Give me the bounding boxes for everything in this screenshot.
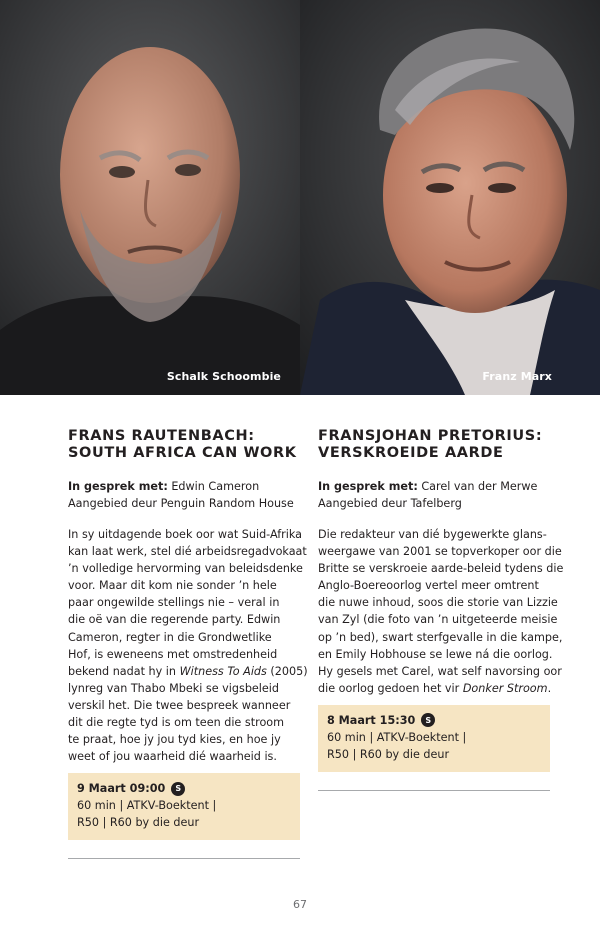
date-row: [327, 712, 541, 729]
book-title: Witness To Aids: [179, 664, 267, 678]
description-text: (2005): [266, 664, 308, 678]
description-line: Hof, is eweneens met omstredenheid: [68, 647, 278, 661]
portrait-photo-strip: [0, 0, 600, 395]
description-line: paar ongewilde stellings nie – veral in: [68, 596, 280, 610]
event-date-time: 8 Maart 15:30: [327, 713, 416, 727]
price-icon: S: [171, 782, 185, 796]
photo-caption: Schalk Schoombie: [166, 370, 281, 383]
divider: [68, 858, 300, 859]
description-text: die oorlog gedoen het vir: [318, 681, 463, 695]
description-line: die oë van die regerende party. Edwin: [68, 613, 281, 627]
portrait-photo-franz-marx: [300, 0, 600, 395]
date-row: [77, 780, 291, 797]
description-line: [68, 663, 308, 680]
event-date-time: 9 Maart 09:00: [77, 782, 166, 796]
portrait-illustration: [300, 0, 600, 395]
event-title-line: SOUTH AFRICA CAN WORK: [68, 445, 297, 461]
event-info-box: [68, 773, 300, 840]
description-line: dit die regte tyd is om teen die stroom: [68, 716, 285, 730]
duration-venue: 60 min | ATKV-Boektent |: [327, 730, 467, 744]
divider: [318, 790, 550, 791]
photo-caption: Franz Marx: [482, 370, 552, 383]
description-line: en Emily Hobhouse se lewe ná die oorlog.: [318, 647, 553, 661]
conversation-row: [318, 478, 550, 495]
duration-venue: 60 min | ATKV-Boektent |: [77, 799, 217, 813]
description-line: Hy gesels met Carel, wat self navorsing oor: [318, 664, 562, 678]
ticket-price: R50 | R60 by die deur: [327, 747, 450, 761]
description-line: te praat, hoe jy jou tyd kies, en hoe jy: [68, 733, 281, 747]
description-line: weet of jou waarheid dié waarheid is.: [68, 750, 277, 764]
presented-by: Aangebied deur Penguin Random House: [68, 497, 294, 510]
description-line: Die redakteur van dié bygewerkte glans-: [318, 528, 547, 541]
portrait-illustration: [0, 0, 300, 395]
event-meta: [68, 478, 300, 512]
description-text: bekend nadat hy in: [68, 664, 180, 678]
description-line: weergawe van 2001 se topverkoper oor die: [318, 545, 562, 559]
description-line: Cameron, regter in die Grondwetlike: [68, 630, 272, 644]
portrait-photo-schalk-schoombie: [0, 0, 300, 395]
event-info-box: [318, 705, 550, 772]
description-line: op ’n bed), swart sterfgevalle in die kampe,: [318, 630, 563, 644]
event-description: [318, 526, 564, 697]
price-icon: S: [421, 713, 435, 727]
conversation-name: Carel van der Merwe: [421, 480, 538, 493]
event-column-left: [68, 428, 308, 859]
description-line: Britte se verskroeie aarde-beleid tydens die: [318, 562, 564, 576]
conversation-row: [68, 478, 300, 495]
event-title-line: FRANS RAUTENBACH:: [68, 428, 255, 444]
conversation-label: In gesprek met:: [318, 480, 418, 493]
conversation-label: In gesprek met:: [68, 480, 168, 493]
event-title: [68, 428, 300, 462]
description-line: Anglo-Boereoorlog vertel meer omtrent: [318, 579, 539, 593]
event-title: [318, 428, 550, 462]
event-title-line: VERSKROEIDE AARDE: [318, 445, 504, 461]
description-line: die nuwe inhoud, soos die storie van Lizzie: [318, 596, 558, 610]
event-description: [68, 526, 308, 765]
ticket-price: R50 | R60 by die deur: [77, 816, 200, 830]
description-line: voor. Maar dit kom nie sonder ’n hele: [68, 579, 277, 593]
description-line: ’n volledige hervorming van beleidsdenke: [68, 562, 303, 576]
description-text: .: [547, 681, 552, 695]
conversation-name: Edwin Cameron: [171, 480, 260, 493]
event-title-line: FRANSJOHAN PRETORIUS:: [318, 428, 543, 444]
description-line: van Zyl (die foto van ’n uitgeteerde meisie: [318, 613, 558, 627]
description-line: lynreg van Thabo Mbeki se vigsbeleid: [68, 681, 280, 695]
description-line: verskil het. Die twee bespreek wanneer: [68, 698, 291, 712]
presented-by: Aangebied deur Tafelberg: [318, 497, 462, 510]
book-title: Donker Stroom: [462, 681, 548, 695]
event-meta: [318, 478, 550, 512]
description-line: In sy uitdagende boek oor wat Suid-Afrika: [68, 528, 302, 541]
page-number: 67: [293, 898, 307, 911]
description-line: [318, 680, 550, 697]
event-column-right: [318, 428, 564, 791]
description-line: kan laat werk, stel dié arbeidsregadvokaat: [68, 545, 307, 559]
